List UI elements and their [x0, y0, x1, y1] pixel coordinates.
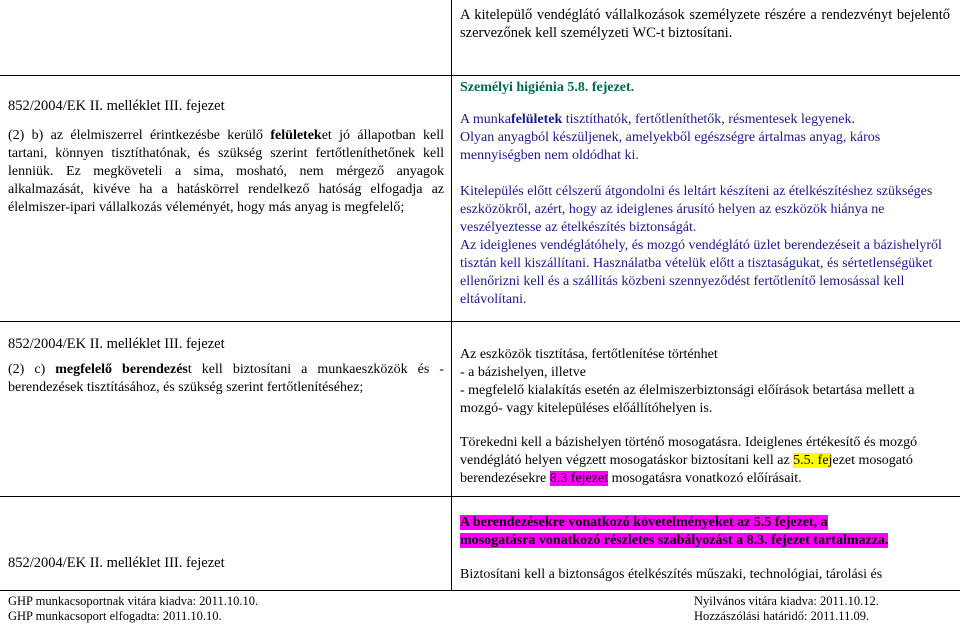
row2-left-heading: 852/2004/EK II. melléklet III. fejezet — [8, 336, 225, 352]
highlight-line2a: mosogatásra vonatkozó részletes szabályozást a 8.3. fejezet — [460, 533, 810, 548]
row3-left-heading: 852/2004/EK II. melléklet III. fejezet — [8, 555, 225, 571]
row2-right-line3: - megfelelő kialakítás esetén az élelmiszerbiztonsági előírások betartása mellett a mozgó- vagy kitelepüléses előállítóhelyen is. — [460, 383, 915, 416]
row1-left-post: et jó állapotban kell tartani, könnyen tisztíthatónak, és szükség szerint fertőtleníthetőnek kell lenniük. Ez megköveteli a sima, mosható, nem mérgező anyagok alkalmazását, kivéve ha a hatáskörrel rendelkező hatóság elfogadja az élelmiszer-ipari vállalkozás véleményét, hogy más anyag is megfelelő; — [8, 128, 444, 215]
footer-left — [8, 594, 258, 624]
highlight-line1: A berendezésekre vonatkozó követelményeket az 5.5 fejezet, a — [460, 515, 828, 530]
row1-left-heading: 852/2004/EK II. melléklet III. fejezet — [8, 98, 225, 114]
row3-right — [460, 566, 950, 584]
footer-right — [694, 594, 879, 624]
row1-right-p1-pre: A munka — [460, 112, 511, 127]
row1-left-bold: felületek — [270, 128, 322, 143]
row-divider-1 — [0, 75, 960, 76]
row2-left-paragraph — [8, 361, 444, 397]
ref-5-5-suffix: ezet — [832, 453, 855, 468]
row1-right-p4: Az ideiglenes vendéglátóhely, és mozgó vendéglátó üzlet berendezéseit a bázishelyről tisztán kell kiszállítani. Használatba vételük előtt a tisztaságukat, és sértetlenségüket ellenőrizni kell és a szállítás közbeni szennyeződést fertőtlenítő lemosással kell eltávolítani. — [460, 238, 942, 307]
row3-left — [8, 554, 444, 572]
row2-left-pre: (2) c) — [8, 362, 56, 377]
row2-left-bold: megfelelő berendezés — [55, 362, 188, 377]
row2-left — [8, 335, 444, 397]
top-right-note — [460, 6, 950, 42]
row1-right-p1-post: tisztíthatók, fertőtleníthetők, résmentesek legyenek. — [562, 112, 856, 127]
row1-left — [8, 97, 444, 217]
row1-right-p1-bold: felületek — [510, 112, 563, 127]
footer-left-line1: GHP munkacsoportnak vitára kiadva: 2011.10.10. — [8, 594, 259, 608]
row1-right-heading: Személyi higiénia 5.8. fejezet. — [460, 80, 635, 95]
ref-8-3-highlight: 8.3 fejezet — [549, 471, 609, 486]
column-divider — [451, 0, 452, 590]
row-divider-2 — [0, 321, 960, 322]
footer-right-line1: Nyilvános vitára kiadva: 2011.10.12. — [694, 594, 879, 608]
ref-5-5-highlight: 5.5. fej — [793, 453, 833, 468]
top-right-text: A kitelepülő vendéglátó vállalkozások személyzete részére a rendezvényt bejelentő szervezőnek kell személyzeti WC-t biztosítani. — [460, 7, 950, 41]
row1-right-p2: Olyan anyagból készüljenek, amelyekből egészségre ártalmas anyag, káros mennyiségben nem oldódhat ki. — [460, 130, 881, 163]
row2-right-p2-c: mosogatásra vonatkozó előírásait. — [608, 471, 802, 486]
row2-right-p3-line1 — [460, 514, 950, 532]
row2-right-p2-a: Törekedni kell a bázishelyen történő mosogatásra. Ideiglenes értékesítő és mozgó vendéglátó helyen végzett mosogatáskor biztosítani kell az — [460, 435, 918, 468]
row2-right-p2-b: mosogató berendezésekre — [460, 453, 913, 486]
row2-right-line1: Az eszközök tisztítása, fertőtlenítése történhet — [460, 347, 718, 362]
row1-left-pre: (2) b) az élelmiszerrel érintkezésbe kerülő — [8, 128, 271, 143]
row1-left-paragraph — [8, 127, 444, 217]
row2-right — [460, 346, 950, 550]
row2-right-p2 — [460, 434, 950, 488]
row1-right-p1 — [460, 111, 950, 129]
row2-right-p3-line2 — [460, 532, 950, 550]
row2-left-post: t kell biztosítani a munkaeszközök és -berendezések tisztításához, és szükség szerint fertőtlenítéséhez; — [8, 362, 444, 395]
row1-right-p3: Kitelepülés előtt célszerű átgondolni és leltárt készíteni az ételkészítéshez szükséges eszközökről, azért, hogy az ideiglenes árusító helyen az eszközök hiánya ne veszélyeztesse az ételkészítés biztonságát. — [460, 184, 933, 235]
row1-right — [460, 79, 950, 309]
footer-divider — [0, 590, 960, 591]
footer-left-line2: GHP munkacsoport elfogadta: 2011.10.10. — [8, 609, 222, 623]
highlight-line2b: tartalmazza. — [809, 533, 889, 548]
footer-right-line2: Hozzászólási határidő: 2011.11.09. — [694, 609, 870, 623]
row3-right-text: Biztosítani kell a biztonságos ételkészítés műszaki, technológiai, tárolási és — [460, 567, 883, 582]
row2-right-line2: - a bázishelyen, illetve — [460, 365, 586, 380]
